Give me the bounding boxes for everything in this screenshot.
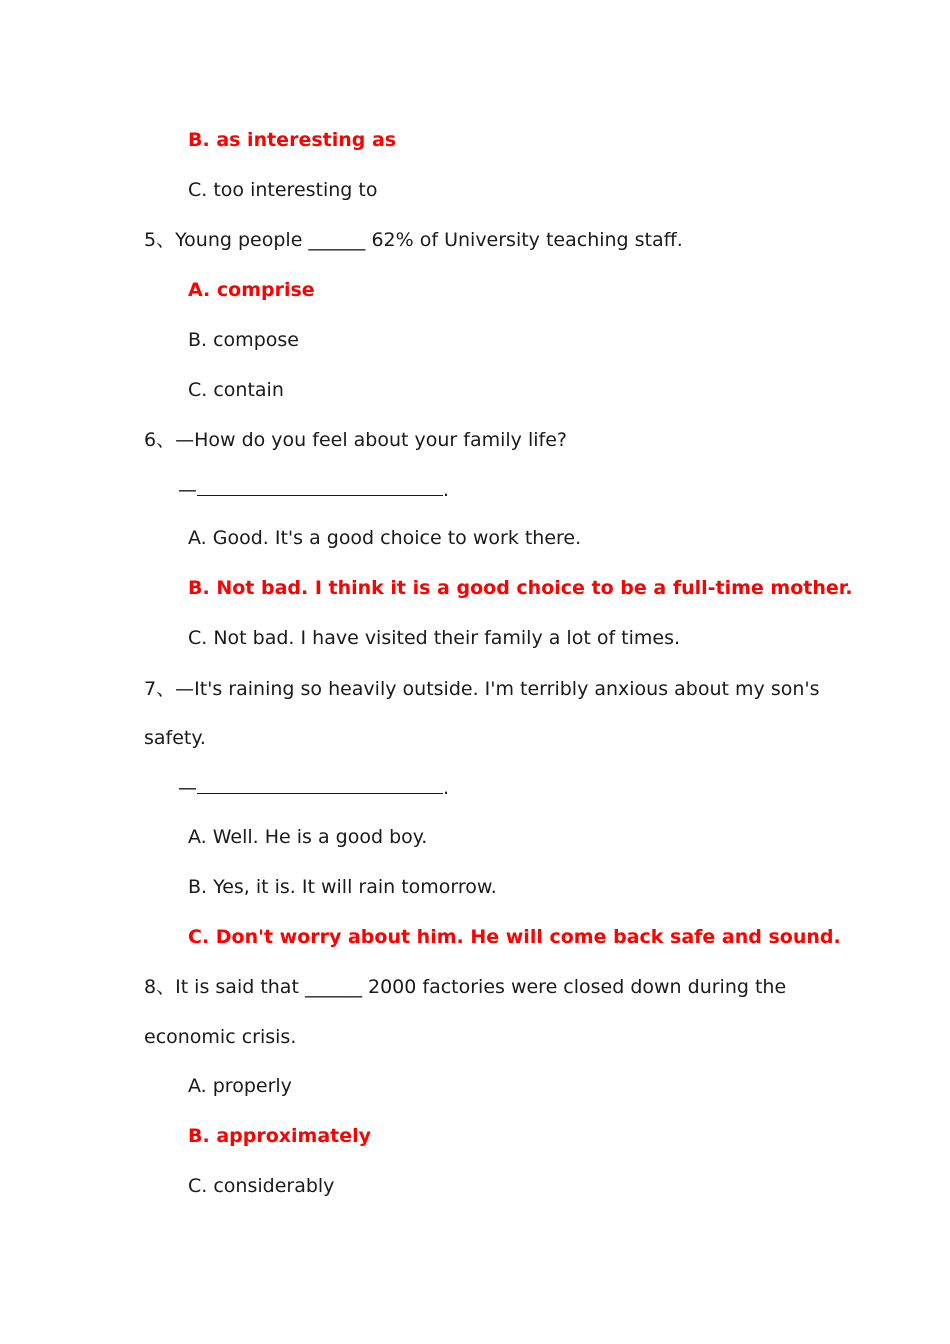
q6-option-c: C. Not bad. I have visited their family a lot of times. — [188, 627, 681, 649]
q7-option-a: A. Well. He is a good boy. — [188, 826, 428, 848]
q7-question-line1: 7、—It's raining so heavily outside. I'm terribly anxious about my son's — [144, 678, 820, 700]
reply-dash: — — [178, 479, 197, 501]
q6-reply-blank — [178, 478, 449, 502]
q6-question: 6、—How do you feel about your family life? — [144, 429, 567, 451]
q8-question-line2: economic crisis. — [144, 1026, 297, 1048]
q5-option-c: C. contain — [188, 379, 284, 401]
q7-option-c: C. Don't worry about him. He will come back safe and sound. — [188, 926, 841, 948]
q4-option-c: C. too interesting to — [188, 179, 378, 201]
reply-dash: — — [178, 777, 197, 799]
q4-option-b: B. as interesting as — [188, 129, 397, 151]
q6-option-b: B. Not bad. I think it is a good choice to be a full-time mother. — [188, 577, 853, 599]
answer-blank-line — [197, 479, 443, 496]
q6-option-a: A. Good. It's a good choice to work there. — [188, 527, 582, 549]
q8-option-c: C. considerably — [188, 1175, 335, 1197]
q7-reply-blank — [178, 776, 449, 800]
reply-period: . — [443, 479, 450, 501]
q8-option-b: B. approximately — [188, 1125, 372, 1147]
answer-blank-line — [197, 777, 443, 794]
q8-option-a: A. properly — [188, 1075, 292, 1097]
reply-period: . — [443, 777, 450, 799]
q5-option-b: B. compose — [188, 329, 299, 351]
q5-question: 5、Young people ______ 62% of University teaching staff. — [144, 229, 683, 251]
q7-question-line2: safety. — [144, 727, 206, 749]
q5-option-a: A. comprise — [188, 279, 315, 301]
q8-question-line1: 8、It is said that ______ 2000 factories were closed down during the — [144, 976, 787, 998]
q7-option-b: B. Yes, it is. It will rain tomorrow. — [188, 876, 497, 898]
